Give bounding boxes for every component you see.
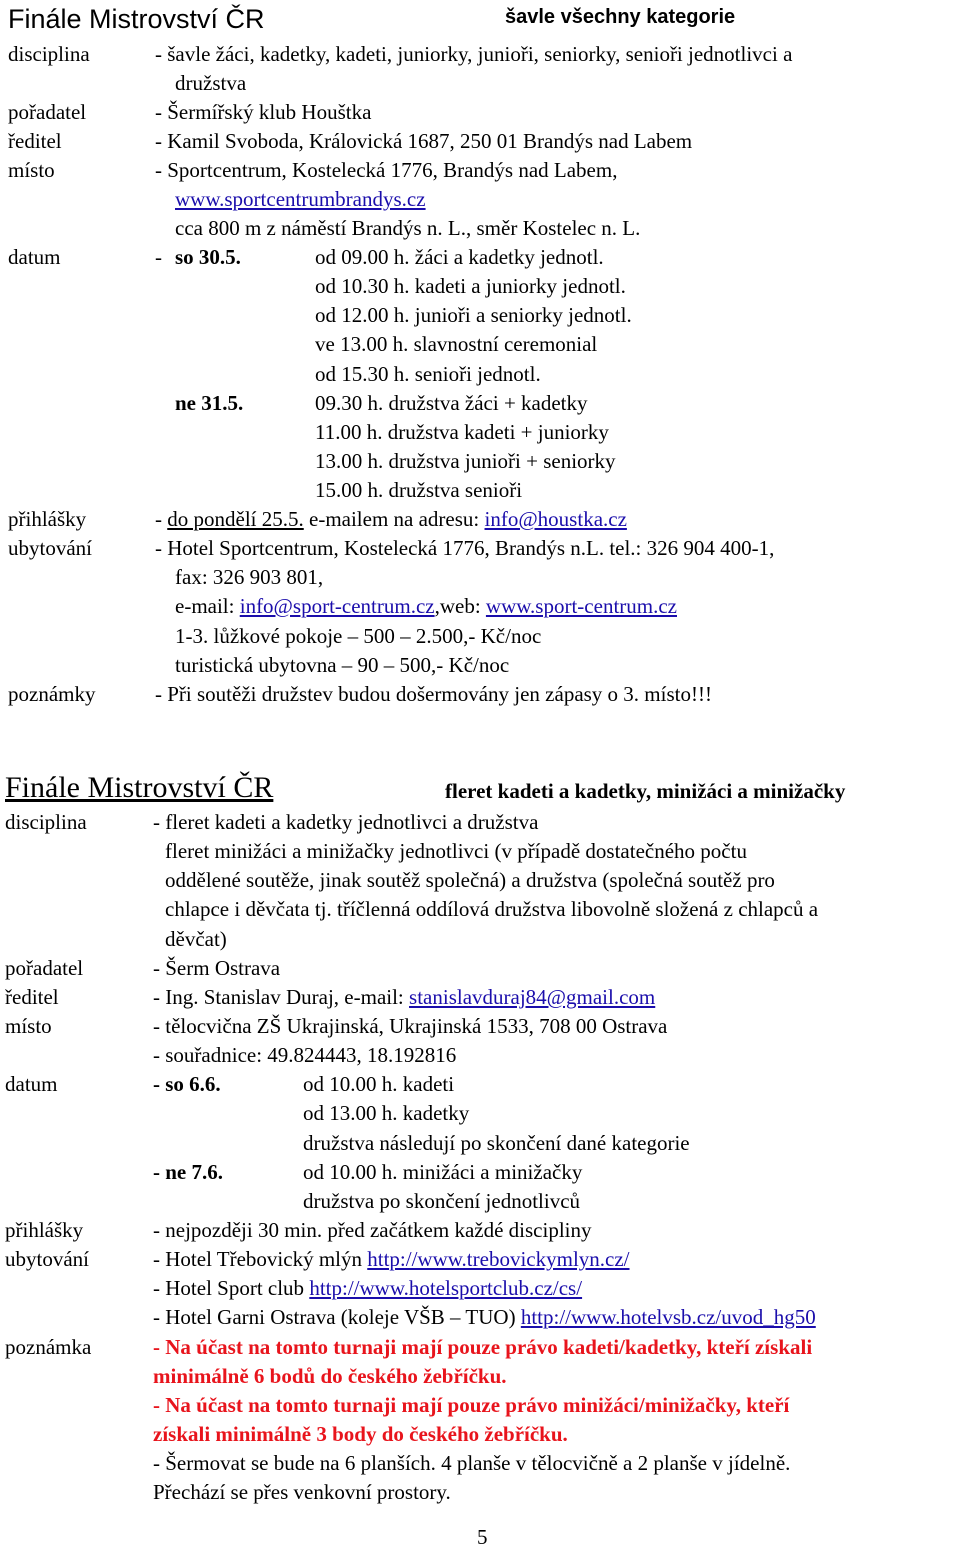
s2-poradatel: - Šerm Ostrava	[153, 956, 281, 980]
s1-web-label: ,web:	[434, 594, 481, 618]
s1-misto-website-link[interactable]: www.sportcentrumbrandys.cz	[175, 187, 426, 211]
s2-poradatel-label: pořadatel	[5, 956, 84, 980]
s2-misto-label: místo	[5, 1014, 52, 1038]
s1-schedule-item: od 15.30 h. senioři jednotl.	[315, 362, 541, 386]
s2-hotel-row	[153, 1304, 816, 1330]
s1-ubytovani-web-link[interactable]: www.sport-centrum.cz	[485, 594, 677, 618]
s1-disciplina-line1: - šavle žáci, kadetky, kadeti, juniorky, junioři, seniorky, senioři jednotlivci a	[155, 42, 793, 66]
s1-poznamky: - Při soutěži družstev budou došermovány jen zápasy o 3. místo!!!	[155, 682, 712, 706]
s1-prihlasky-label: přihlášky	[8, 507, 87, 531]
s2-hotel-row	[153, 1275, 582, 1301]
s1-reditel: - Kamil Svoboda, Královická 1687, 250 01 Brandýs nad Labem	[155, 129, 693, 153]
s2-day1: - so 6.6.	[153, 1072, 221, 1096]
s1-poradatel-label: pořadatel	[8, 100, 87, 124]
s2-disciplina-line: oddělené soutěže, jinak soutěž společná) a družstva (společná soutěž pro	[165, 868, 775, 892]
s2-misto-line1: - tělocvična ZŠ Ukrajinská, Ukrajinská 1533, 708 00 Ostrava	[153, 1014, 668, 1038]
s2-disciplina-line: - fleret kadeti a kadetky jednotlivci a družstva	[153, 810, 539, 834]
s2-reditel-row	[153, 984, 655, 1010]
s1-ubytovani-label: ubytování	[8, 536, 92, 560]
s2-prihlasky-label: přihlášky	[5, 1218, 84, 1242]
s2-ubytovani-label: ubytování	[5, 1247, 89, 1271]
s2-warning-cadets-line1: - Na účast na tomto turnaji mají pouze právo kadeti/kadetky, kteří získali	[153, 1335, 813, 1359]
section1-category: šavle všechny kategorie	[505, 6, 736, 28]
s1-reditel-label: ředitel	[8, 129, 62, 153]
section1-title: Finále Mistrovství ČR	[8, 4, 265, 34]
s2-warning-minizaci-line1: - Na účast na tomto turnaji mají pouze právo minižáci/minižačky, kteří	[153, 1393, 790, 1417]
s1-ubytovani-line1: - Hotel Sportcentrum, Kostelecká 1776, Brandýs n.L. tel.: 326 904 400-1,	[155, 536, 775, 560]
s2-disciplina-line: děvčat)	[165, 927, 227, 951]
s1-ubytovani-line5: turistická ubytovna – 90 – 500,- Kč/noc	[175, 653, 510, 677]
s2-disciplina-line: fleret minižáci a minižačky jednotlivci (v případě dostatečného počtu	[165, 839, 747, 863]
s1-email-label: e-mail:	[175, 594, 235, 618]
s2-warning-cadets-line2: minimálně 6 bodů do českého žebříčku.	[153, 1364, 507, 1388]
s1-misto-line3: cca 800 m z náměstí Brandýs n. L., směr Kostelec n. L.	[175, 216, 641, 240]
s2-note-line2: Přechází se přes venkovní prostory.	[153, 1480, 451, 1504]
s1-schedule-item: 11.00 h. družstva kadeti + juniorky	[315, 420, 609, 444]
s2-poznamka-label: poznámka	[5, 1335, 92, 1359]
s1-ubytovani-contacts	[175, 593, 677, 619]
s2-reditel-label: ředitel	[5, 985, 59, 1009]
s1-misto-label: místo	[8, 158, 55, 182]
s1-schedule-item: od 09.00 h. žáci a kadetky jednotl.	[315, 245, 604, 269]
s2-datum-label: datum	[5, 1072, 58, 1096]
s2-note-line1: - Šermovat se bude na 6 planších. 4 planše v tělocvičně a 2 planše v jídelně.	[153, 1451, 791, 1475]
section2-category: fleret kadeti a kadetky, minižáci a minižačky	[445, 779, 846, 803]
s1-disciplina-label: disciplina	[8, 42, 90, 66]
s1-day2: ne 31.5.	[175, 391, 244, 415]
s2-hotel-link[interactable]: http://www.hotelsportclub.cz/cs/	[309, 1276, 583, 1300]
s1-schedule-item: 15.00 h. družstva senioři	[315, 478, 523, 502]
s1-prihlasky-row	[155, 506, 627, 532]
s2-prihlasky: - nejpozději 30 min. před začátkem každé discipliny	[153, 1218, 592, 1242]
s1-disciplina-line2: družstva	[175, 71, 247, 95]
s1-prihlasky-dash: -	[155, 507, 162, 531]
s1-ubytovani-line2: fax: 326 903 801,	[175, 565, 324, 589]
s2-hotel-name: - Hotel Sport club	[153, 1276, 305, 1300]
s2-reditel: - Ing. Stanislav Duraj, e-mail:	[153, 985, 404, 1009]
s1-prihlasky-text: e-mailem na adresu:	[309, 507, 480, 531]
s1-misto-line1: - Sportcentrum, Kostelecká 1776, Brandýs nad Labem,	[155, 158, 618, 182]
s1-schedule-item: od 10.30 h. kadeti a juniorky jednotl.	[315, 274, 626, 298]
s2-misto-coordinates: - souřadnice: 49.824443, 18.192816	[153, 1043, 457, 1067]
s1-day1: so 30.5.	[175, 245, 241, 269]
s1-ubytovani-line4: 1-3. lůžkové pokoje – 500 – 2.500,- Kč/noc	[175, 624, 542, 648]
s1-prihlasky-deadline: do pondělí 25.5.	[167, 507, 304, 531]
s1-schedule-item: ve 13.00 h. slavnostní ceremonial	[315, 332, 598, 356]
s1-schedule-item: 13.00 h. družstva junioři + seniorky	[315, 449, 616, 473]
page-number: 5	[477, 1525, 488, 1549]
s1-ubytovani-email-link[interactable]: info@sport-centrum.cz	[239, 594, 435, 618]
s2-hotel-name: - Hotel Garni Ostrava (koleje VŠB – TUO)	[153, 1305, 516, 1329]
s2-hotel-row	[153, 1246, 630, 1272]
section2-title: Finále Mistrovství ČR	[5, 771, 274, 804]
s2-disciplina-label: disciplina	[5, 810, 87, 834]
s2-schedule-item: od 13.00 h. kadetky	[303, 1101, 470, 1125]
s1-poznamky-label: poznámky	[8, 682, 96, 706]
s2-schedule-item: družstva po skončení jednotlivců	[303, 1189, 581, 1213]
s1-schedule-item: od 12.00 h. junioři a seniorky jednotl.	[315, 303, 632, 327]
s1-schedule-item: 09.30 h. družstva žáci + kadetky	[315, 391, 588, 415]
s2-day2: - ne 7.6.	[153, 1160, 223, 1184]
s2-schedule-item: od 10.00 h. minižáci a minižačky	[303, 1160, 583, 1184]
s2-hotel-link[interactable]: http://www.hotelvsb.cz/uvod_hg50	[520, 1305, 816, 1329]
s2-reditel-email-link[interactable]: stanislavduraj84@gmail.com	[409, 985, 656, 1009]
s2-hotel-link[interactable]: http://www.trebovickymlyn.cz/	[367, 1247, 630, 1271]
s1-datum-label: datum	[8, 245, 61, 269]
s2-schedule-item: od 10.00 h. kadeti	[303, 1072, 455, 1096]
s1-datum-dash: -	[155, 245, 162, 269]
s2-schedule-item: družstva následují po skončení dané kategorie	[303, 1131, 690, 1155]
s1-poradatel: - Šermířský klub Houštka	[155, 100, 372, 124]
s1-prihlasky-email-link[interactable]: info@houstka.cz	[484, 507, 627, 531]
s2-disciplina-line: chlapce i děvčata tj. tříčlenná oddílová družstva libovolně složená z chlapců a	[165, 897, 819, 921]
s2-warning-minizaci-line2: získali minimálně 3 body do českého žebříčku.	[153, 1422, 568, 1446]
s2-hotel-name: - Hotel Třebovický mlýn	[153, 1247, 362, 1271]
